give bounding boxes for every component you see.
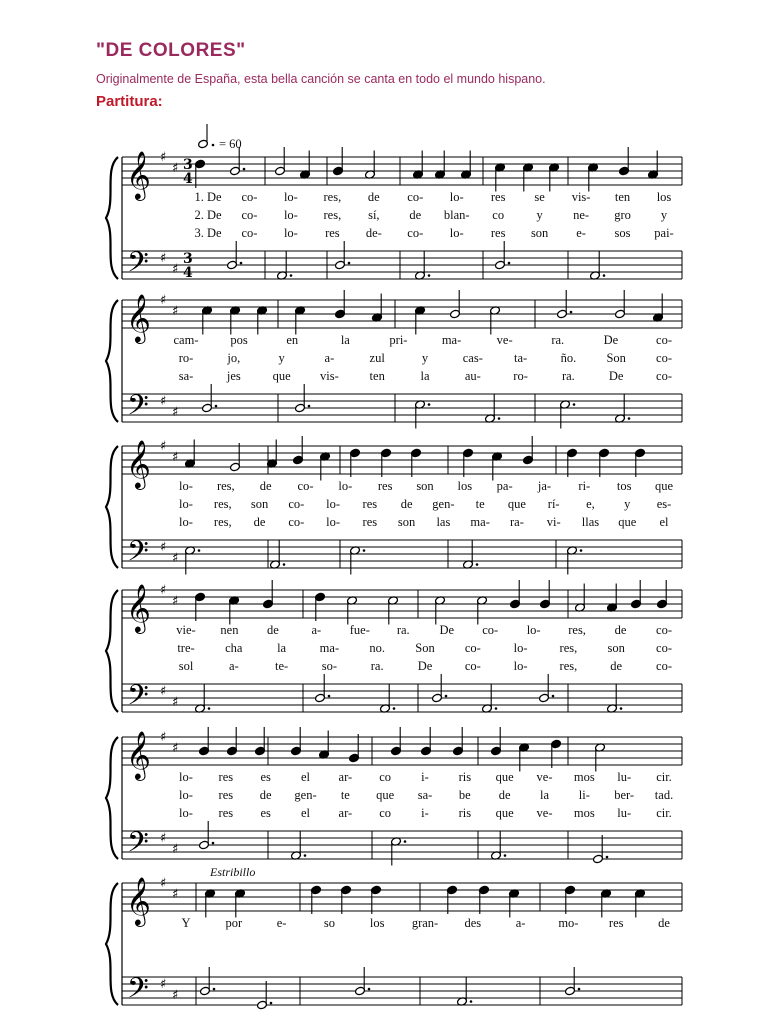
- lyric-syllable: la: [420, 369, 430, 383]
- lyric-syllable: lo-: [179, 770, 193, 784]
- lyric-syllable: de: [498, 788, 511, 802]
- lyric-syllable: son: [530, 226, 549, 240]
- lyric-syllable: co-: [407, 190, 424, 204]
- lyric-syllable: lo-: [326, 515, 341, 529]
- lyric-syllable: cam-: [173, 333, 199, 347]
- lyric-syllable: Y: [181, 916, 191, 930]
- note-dot: [243, 168, 246, 171]
- lyric-syllable: pai-: [654, 226, 674, 240]
- lyric-syllable: co-: [656, 623, 672, 637]
- lyric-syllable: el: [300, 806, 311, 820]
- lyric-syllable: ra.: [551, 333, 565, 347]
- lyric-syllable: es-: [656, 497, 672, 511]
- key-signature-sharp: ♯: [160, 977, 167, 992]
- key-signature-sharp: ♯: [172, 450, 179, 465]
- lyric-syllable: lo-: [283, 190, 298, 204]
- lyric-syllable: las: [436, 515, 451, 529]
- lyric-syllable: blan-: [443, 208, 470, 222]
- note-dot: [428, 274, 431, 277]
- lyric-syllable: y: [624, 497, 631, 511]
- lyric-syllable: ma-: [470, 515, 490, 529]
- treble-clef: 𝄞: [126, 730, 151, 779]
- note-dot: [283, 563, 286, 566]
- lyric-syllable: pri-: [389, 333, 408, 347]
- lyric-syllable: 1. De: [194, 190, 222, 204]
- lyric-syllable: co-: [656, 333, 672, 347]
- lyric-syllable: a-: [324, 351, 335, 365]
- time-signature-top: 3: [183, 251, 193, 267]
- lyric-syllable: ra.: [370, 659, 384, 673]
- lyric-syllable: ra.: [396, 623, 410, 637]
- note-dot: [213, 988, 216, 991]
- note-dot: [215, 405, 218, 408]
- lyric-syllable: es: [260, 806, 271, 820]
- music-system: [106, 436, 682, 575]
- lyric-syllable: co-: [241, 226, 258, 240]
- key-signature-sharp: ♯: [172, 262, 179, 277]
- lyric-syllable: la: [277, 641, 287, 655]
- music-system: [106, 580, 682, 719]
- lyric-syllable: 2. De: [194, 208, 222, 222]
- lyric-syllable: ber-: [614, 788, 635, 802]
- lyric-syllable: res: [218, 788, 234, 802]
- lyric-syllable: el: [659, 515, 669, 529]
- lyric-syllable: de: [259, 788, 272, 802]
- time-signature-bottom: 4: [183, 171, 193, 187]
- key-signature-sharp: ♯: [172, 988, 179, 1003]
- note-dot: [620, 707, 623, 710]
- lyric-syllable: que: [654, 479, 674, 493]
- lyric-syllable: de-: [365, 226, 382, 240]
- lyric-syllable: gen-: [294, 788, 317, 802]
- lyric-syllable: jo,: [227, 351, 241, 365]
- lyric-syllable: pos: [230, 333, 248, 347]
- key-signature-sharp: ♯: [160, 439, 167, 454]
- lyric-syllable: cas-: [462, 351, 483, 365]
- lyric-syllable: lo-: [283, 226, 298, 240]
- note-dot: [552, 695, 555, 698]
- lyric-syllable: co-: [288, 515, 305, 529]
- lyric-syllable: sol: [178, 659, 194, 673]
- note-dot: [348, 262, 351, 265]
- lyric-syllable: i-: [421, 806, 429, 820]
- lyric-syllable: res,: [559, 641, 578, 655]
- music-system: [106, 876, 682, 1012]
- lyric-syllable: au-: [464, 369, 481, 383]
- lyric-syllable: ño.: [560, 351, 577, 365]
- note-dot: [270, 1002, 273, 1005]
- note-dot: [628, 417, 631, 420]
- lyric-syllable: e-: [576, 226, 586, 240]
- lyric-syllable: que: [618, 515, 637, 529]
- bass-clef: 𝄢: [127, 972, 149, 1012]
- key-signature-sharp: ♯: [172, 741, 179, 756]
- system-brace: [106, 590, 118, 712]
- lyric-syllable: lo-: [449, 190, 464, 204]
- key-signature-sharp: ♯: [160, 394, 167, 409]
- lyric-syllable: Son: [415, 641, 435, 655]
- note-dot: [240, 262, 243, 265]
- lyric-syllable: be: [458, 788, 471, 802]
- lyric-syllable: se: [534, 190, 545, 204]
- lyric-syllable: co-: [656, 641, 672, 655]
- key-signature-sharp: ♯: [172, 405, 179, 420]
- lyric-syllable: mo-: [558, 916, 579, 930]
- lyric-syllable: ra.: [561, 369, 575, 383]
- system-brace: [106, 300, 118, 422]
- lyric-syllable: te: [340, 788, 350, 802]
- lyric-syllable: res,: [568, 623, 586, 637]
- lyric-syllable: y: [278, 351, 285, 365]
- note-dot: [578, 988, 581, 991]
- lyric-syllable: co: [379, 770, 392, 784]
- lyric-syllable: que: [376, 788, 395, 802]
- music-system: [106, 727, 682, 866]
- lyric-syllable: lo-: [513, 659, 528, 673]
- lyric-syllable: ar-: [338, 770, 353, 784]
- note-dot: [198, 549, 201, 552]
- note-dot: [504, 854, 507, 857]
- system-brace: [106, 737, 118, 859]
- note-dot: [570, 311, 573, 314]
- lyric-syllable: co: [492, 208, 505, 222]
- key-signature-sharp: ♯: [160, 831, 167, 846]
- treble-clef: 𝄞: [126, 439, 151, 488]
- lyric-syllable: y: [660, 208, 668, 222]
- lyric-syllable: ri-: [578, 479, 591, 493]
- song-subtitle: Originalmente de España, esta bella canción se canta en todo el mundo hispano.: [96, 72, 546, 86]
- bass-clef: 𝄢: [127, 389, 149, 429]
- lyric-syllable: lo-: [179, 497, 193, 511]
- lyric-syllable: a-: [228, 659, 239, 673]
- treble-clef: 𝄞: [126, 150, 151, 199]
- lyric-syllable: rí-: [547, 497, 560, 511]
- lyric-syllable: ro-: [178, 351, 194, 365]
- lyric-syllable: co-: [407, 226, 424, 240]
- lyric-syllable: mos: [573, 806, 595, 820]
- lyric-syllable: lo-: [179, 479, 193, 493]
- music-system: [106, 147, 682, 286]
- lyric-syllable: ro-: [513, 369, 528, 383]
- lyric-syllable: so: [323, 916, 335, 930]
- note-dot: [606, 856, 609, 859]
- note-dot: [428, 403, 431, 406]
- note-dot: [498, 417, 501, 420]
- lyric-syllable: nen: [220, 623, 239, 637]
- lyric-syllable: y: [421, 351, 429, 365]
- note-dot: [495, 707, 498, 710]
- lyric-syllable: res,: [216, 479, 235, 493]
- treble-clef: 𝄞: [126, 583, 151, 632]
- lyric-syllable: cha: [225, 641, 243, 655]
- lyric-syllable: de: [400, 497, 413, 511]
- lyric-syllable: De: [603, 333, 619, 347]
- note-dot: [208, 707, 211, 710]
- note-dot: [290, 274, 293, 277]
- lyric-syllable: tad.: [654, 788, 674, 802]
- lyric-syllable: e-: [276, 916, 287, 930]
- section-label: Partitura:: [96, 93, 163, 110]
- lyric-syllable: llas: [581, 515, 600, 529]
- key-signature-sharp: ♯: [160, 293, 167, 308]
- lyric-syllable: vi-: [546, 515, 561, 529]
- note-dot: [308, 405, 311, 408]
- lyric-syllable: res: [490, 190, 506, 204]
- lyric-syllable: res: [608, 916, 624, 930]
- lyric-syllable: res: [218, 806, 234, 820]
- lyric-syllable: co: [379, 806, 392, 820]
- bass-clef: 𝄢: [127, 535, 149, 575]
- lyric-syllable: res,: [213, 515, 232, 529]
- lyric-syllable: lo-: [526, 623, 541, 637]
- lyric-syllable: res: [325, 226, 340, 240]
- lyric-syllable: co-: [288, 497, 305, 511]
- lyric-syllable: son: [397, 515, 416, 529]
- lyric-syllable: sí,: [368, 208, 380, 222]
- lyric-syllable: co-: [656, 351, 672, 365]
- lyric-syllable: De: [608, 369, 624, 383]
- estribillo-label: Estribillo: [210, 865, 256, 879]
- lyric-syllable: ma-: [441, 333, 462, 347]
- lyric-syllable: tre-: [177, 641, 195, 655]
- lyric-syllable: lo-: [283, 208, 298, 222]
- lyric-syllable: lo-: [513, 641, 528, 655]
- lyric-syllable: son: [250, 497, 269, 511]
- note-dot: [404, 840, 407, 843]
- lyric-syllable: res: [218, 770, 234, 784]
- key-signature-sharp: ♯: [172, 161, 179, 176]
- lyric-syllable: que: [495, 770, 514, 784]
- note-dot: [212, 842, 215, 845]
- lyric-syllable: ta-: [514, 351, 528, 365]
- note-dot: [445, 695, 448, 698]
- lyric-syllable: res,: [559, 659, 578, 673]
- lyric-syllable: res,: [213, 497, 232, 511]
- key-signature-sharp: ♯: [160, 251, 167, 266]
- treble-clef: 𝄞: [126, 876, 151, 925]
- lyric-syllable: son: [416, 479, 434, 493]
- treble-clef: 𝄞: [126, 293, 151, 342]
- bass-clef: 𝄢: [127, 246, 149, 286]
- note-dot: [363, 549, 366, 552]
- lyric-syllable: co-: [297, 479, 314, 493]
- lyric-syllable: lu-: [617, 806, 632, 820]
- lyric-syllable: de: [658, 916, 670, 930]
- key-signature-sharp: ♯: [172, 594, 179, 609]
- lyric-syllable: ja-: [537, 479, 552, 493]
- lyric-syllable: des: [464, 916, 482, 930]
- lyric-syllable: lo-: [179, 788, 193, 802]
- lyric-syllable: los: [457, 479, 473, 493]
- lyric-syllable: ris: [458, 770, 472, 784]
- lyric-syllable: co-: [241, 208, 258, 222]
- key-signature-sharp: ♯: [160, 730, 167, 745]
- tempo-note-dot: [212, 144, 215, 147]
- lyric-syllable: lu-: [617, 770, 632, 784]
- lyric-syllable: de: [614, 623, 627, 637]
- lyric-syllable: de: [253, 515, 266, 529]
- lyric-syllable: co-: [464, 659, 481, 673]
- lyric-syllable: es: [260, 770, 271, 784]
- lyric-syllable: a-: [515, 916, 526, 930]
- lyric-syllable: mos: [573, 770, 595, 784]
- lyric-syllable: zul: [369, 351, 385, 365]
- lyric-syllable: lo-: [179, 515, 193, 529]
- lyric-syllable: 3. De: [194, 226, 222, 240]
- lyric-syllable: ar-: [338, 806, 353, 820]
- lyric-syllable: lo-: [326, 497, 341, 511]
- time-signature-top: 3: [183, 157, 193, 173]
- lyric-syllable: gen-: [432, 497, 455, 511]
- note-dot: [393, 707, 396, 710]
- lyric-syllable: sos: [614, 226, 631, 240]
- lyric-syllable: los: [656, 190, 672, 204]
- lyric-syllable: res,: [323, 190, 342, 204]
- lyric-syllable: lo-: [179, 806, 193, 820]
- lyric-syllable: la: [340, 333, 350, 347]
- lyric-syllable: por: [225, 916, 243, 930]
- music-system: [106, 290, 682, 429]
- lyric-syllable: que: [495, 806, 514, 820]
- lyric-syllable: co-: [482, 623, 499, 637]
- note-dot: [476, 563, 479, 566]
- lyric-syllable: res: [377, 479, 393, 493]
- key-signature-sharp: ♯: [160, 684, 167, 699]
- lyric-syllable: lo-: [338, 479, 353, 493]
- lyric-syllable: tos: [616, 479, 632, 493]
- lyric-syllable: te: [475, 497, 485, 511]
- lyric-syllable: ma-: [319, 641, 340, 655]
- lyric-syllable: vis-: [571, 190, 591, 204]
- lyric-syllable: no.: [369, 641, 386, 655]
- key-signature-sharp: ♯: [172, 551, 179, 566]
- lyric-syllable: li-: [578, 788, 590, 802]
- lyric-syllable: ten: [369, 369, 385, 383]
- time-signature-bottom: 4: [183, 265, 193, 281]
- lyric-syllable: de: [267, 623, 279, 637]
- lyric-syllable: res,: [323, 208, 342, 222]
- lyric-syllable: co-: [656, 369, 672, 383]
- lyric-syllable: res: [490, 226, 506, 240]
- lyric-syllable: ve-: [536, 770, 553, 784]
- lyric-syllable: de: [409, 208, 422, 222]
- key-signature-sharp: ♯: [172, 304, 179, 319]
- lyric-syllable: i-: [421, 770, 429, 784]
- lyric-syllable: res: [362, 515, 378, 529]
- lyric-syllable: sa-: [417, 788, 433, 802]
- key-signature-sharp: ♯: [160, 150, 167, 165]
- tempo-mark: [198, 124, 242, 151]
- lyric-syllable: te-: [275, 659, 289, 673]
- lyric-syllable: Son: [606, 351, 626, 365]
- lyric-syllable: que: [272, 369, 291, 383]
- lyric-syllable: ne-: [573, 208, 590, 222]
- lyric-syllable: de: [259, 479, 272, 493]
- lyric-syllable: y: [536, 208, 543, 222]
- lyric-syllable: de: [610, 659, 623, 673]
- lyric-syllable: fue-: [349, 623, 370, 637]
- lyric-syllable: gran-: [411, 916, 439, 930]
- system-brace: [106, 157, 118, 279]
- lyric-syllable: gro: [614, 208, 631, 222]
- key-signature-sharp: ♯: [160, 583, 167, 598]
- lyric-syllable: son: [607, 641, 625, 655]
- lyric-syllable: co-: [656, 659, 672, 673]
- note-dot: [470, 1000, 473, 1003]
- lyric-syllable: e,: [586, 497, 595, 511]
- lyric-syllable: ra-: [509, 515, 524, 529]
- note-dot: [508, 262, 511, 265]
- lyric-syllable: De: [439, 623, 455, 637]
- note-dot: [603, 274, 606, 277]
- key-signature-sharp: ♯: [172, 695, 179, 710]
- key-signature-sharp: ♯: [172, 842, 179, 857]
- bass-clef: 𝄢: [127, 826, 149, 866]
- lyric-syllable: cir.: [656, 806, 672, 820]
- lyric-syllable: ve-: [496, 333, 513, 347]
- lyric-syllable: res: [362, 497, 378, 511]
- lyric-syllable: ris: [458, 806, 472, 820]
- note-dot: [368, 988, 371, 991]
- lyric-syllable: el: [300, 770, 311, 784]
- lyric-syllable: jes: [226, 369, 241, 383]
- lyric-syllable: ve-: [536, 806, 553, 820]
- lyric-syllable: cir.: [656, 770, 672, 784]
- system-brace: [106, 446, 118, 568]
- lyric-syllable: ten: [614, 190, 631, 204]
- note-dot: [573, 403, 576, 406]
- lyric-syllable: lo-: [449, 226, 464, 240]
- lyric-syllable: co-: [241, 190, 258, 204]
- song-title: "DE COLORES": [96, 40, 246, 61]
- lyric-syllable: vie-: [176, 623, 196, 637]
- lyric-syllable: De: [417, 659, 433, 673]
- system-brace: [106, 883, 118, 1005]
- lyric-syllable: la: [539, 788, 550, 802]
- lyric-syllable: de: [367, 190, 380, 204]
- lyric-syllable: en: [286, 333, 299, 347]
- note-dot: [304, 854, 307, 857]
- key-signature-sharp: ♯: [160, 876, 167, 891]
- lyric-syllable: pa-: [496, 479, 513, 493]
- key-signature-sharp: ♯: [160, 540, 167, 555]
- lyric-syllable: sa-: [178, 369, 194, 383]
- note-dot: [580, 549, 583, 552]
- lyric-syllable: que: [507, 497, 526, 511]
- lyric-syllable: a-: [311, 623, 322, 637]
- tempo-value: = 60: [219, 137, 242, 151]
- lyric-syllable: so-: [321, 659, 338, 673]
- bass-clef: 𝄢: [127, 679, 149, 719]
- lyric-syllable: los: [369, 916, 385, 930]
- lyric-syllable: vis-: [320, 369, 339, 383]
- lyric-syllable: co-: [464, 641, 481, 655]
- note-dot: [328, 695, 331, 698]
- key-signature-sharp: ♯: [172, 887, 179, 902]
